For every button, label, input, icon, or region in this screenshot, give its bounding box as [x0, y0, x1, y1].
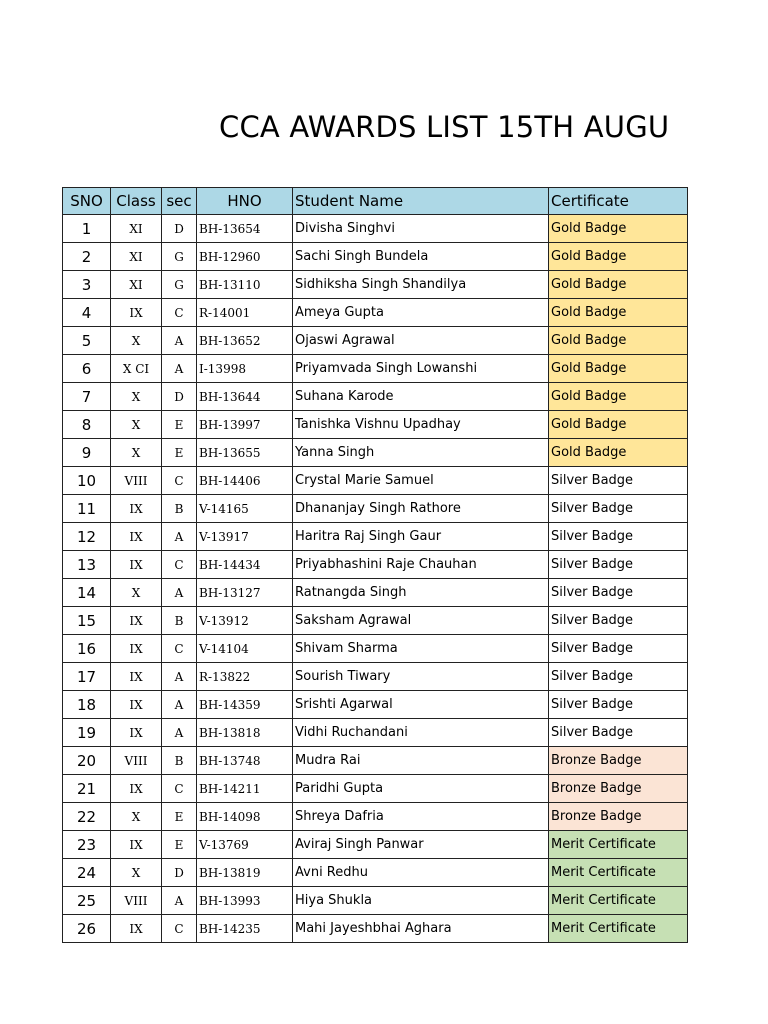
cell-hno: V-13917	[197, 523, 293, 551]
column-header-certificate: Certificate	[549, 188, 688, 215]
cell-hno: I-13998	[197, 355, 293, 383]
table-header-row	[63, 188, 688, 215]
cell-class: VIII	[111, 747, 162, 775]
table-row	[63, 803, 688, 831]
cell-sno: 25	[63, 887, 111, 915]
cell-class: XI	[111, 215, 162, 243]
cell-sec: A	[162, 691, 197, 719]
cell-hno: BH-13818	[197, 719, 293, 747]
cell-student-name: Ameya Gupta	[293, 299, 549, 327]
cell-class: VIII	[111, 887, 162, 915]
column-header-student-name: Student Name	[293, 188, 549, 215]
cell-sno: 19	[63, 719, 111, 747]
cell-sno: 13	[63, 551, 111, 579]
cell-sec: C	[162, 299, 197, 327]
cell-certificate: Merit Certificate	[549, 859, 688, 887]
cell-sec: C	[162, 551, 197, 579]
cell-certificate: Silver Badge	[549, 579, 688, 607]
table-row	[63, 775, 688, 803]
cell-class: IX	[111, 691, 162, 719]
cell-student-name: Yanna Singh	[293, 439, 549, 467]
cell-sno: 16	[63, 635, 111, 663]
cell-sec: E	[162, 439, 197, 467]
table-row	[63, 495, 688, 523]
cell-sec: D	[162, 383, 197, 411]
cell-sec: C	[162, 915, 197, 943]
cell-sno: 26	[63, 915, 111, 943]
cell-class: VIII	[111, 467, 162, 495]
cell-sno: 8	[63, 411, 111, 439]
cell-class: IX	[111, 635, 162, 663]
cell-student-name: Avni Redhu	[293, 859, 549, 887]
cell-certificate: Silver Badge	[549, 495, 688, 523]
cell-certificate: Silver Badge	[549, 523, 688, 551]
cell-certificate: Gold Badge	[549, 215, 688, 243]
cell-class: X	[111, 327, 162, 355]
cell-sno: 3	[63, 271, 111, 299]
cell-hno: BH-13993	[197, 887, 293, 915]
cell-certificate: Bronze Badge	[549, 747, 688, 775]
cell-hno: BH-13997	[197, 411, 293, 439]
cell-sno: 2	[63, 243, 111, 271]
cell-student-name: Tanishka Vishnu Upadhay	[293, 411, 549, 439]
cell-certificate: Silver Badge	[549, 467, 688, 495]
cell-certificate: Silver Badge	[549, 719, 688, 747]
cell-certificate: Silver Badge	[549, 635, 688, 663]
cell-hno: V-14165	[197, 495, 293, 523]
cell-sno: 21	[63, 775, 111, 803]
cell-certificate: Silver Badge	[549, 607, 688, 635]
cell-certificate: Silver Badge	[549, 663, 688, 691]
cell-sno: 6	[63, 355, 111, 383]
cell-sec: A	[162, 579, 197, 607]
cell-sno: 5	[63, 327, 111, 355]
cell-certificate: Bronze Badge	[549, 803, 688, 831]
column-header-class: Class	[111, 188, 162, 215]
table-row	[63, 887, 688, 915]
cell-student-name: Shreya Dafria	[293, 803, 549, 831]
cell-sno: 24	[63, 859, 111, 887]
cell-sec: A	[162, 327, 197, 355]
cell-class: IX	[111, 831, 162, 859]
table-row	[63, 551, 688, 579]
cell-hno: BH-14434	[197, 551, 293, 579]
cell-sec: E	[162, 411, 197, 439]
cell-hno: R-14001	[197, 299, 293, 327]
cell-sno: 1	[63, 215, 111, 243]
cell-hno: BH-13644	[197, 383, 293, 411]
cell-sno: 12	[63, 523, 111, 551]
cell-student-name: Sachi Singh Bundela	[293, 243, 549, 271]
cell-hno: V-13769	[197, 831, 293, 859]
column-header-sec: sec	[162, 188, 197, 215]
cell-hno: BH-14235	[197, 915, 293, 943]
cell-certificate: Gold Badge	[549, 355, 688, 383]
cell-sno: 23	[63, 831, 111, 859]
cell-sec: A	[162, 887, 197, 915]
cell-student-name: Mahi Jayeshbhai Aghara	[293, 915, 549, 943]
cell-sno: 17	[63, 663, 111, 691]
cell-class: XI	[111, 271, 162, 299]
cell-class: IX	[111, 551, 162, 579]
cell-class: X	[111, 579, 162, 607]
cell-hno: BH-14406	[197, 467, 293, 495]
cell-class: IX	[111, 775, 162, 803]
cell-student-name: Ratnangda Singh	[293, 579, 549, 607]
cell-student-name: Ojaswi Agrawal	[293, 327, 549, 355]
cell-sno: 11	[63, 495, 111, 523]
cell-sec: A	[162, 355, 197, 383]
cell-certificate: Gold Badge	[549, 327, 688, 355]
awards-table	[62, 187, 688, 943]
table-row	[63, 327, 688, 355]
cell-hno: BH-12960	[197, 243, 293, 271]
cell-sec: D	[162, 859, 197, 887]
cell-hno: BH-13655	[197, 439, 293, 467]
cell-certificate: Gold Badge	[549, 299, 688, 327]
cell-hno: V-14104	[197, 635, 293, 663]
cell-student-name: Hiya Shukla	[293, 887, 549, 915]
cell-sec: C	[162, 775, 197, 803]
cell-sno: 7	[63, 383, 111, 411]
table-row	[63, 607, 688, 635]
cell-sec: A	[162, 719, 197, 747]
cell-hno: BH-13127	[197, 579, 293, 607]
cell-student-name: Paridhi Gupta	[293, 775, 549, 803]
cell-class: IX	[111, 915, 162, 943]
table-row	[63, 523, 688, 551]
cell-certificate: Merit Certificate	[549, 831, 688, 859]
cell-hno: V-13912	[197, 607, 293, 635]
cell-hno: BH-13110	[197, 271, 293, 299]
cell-class: IX	[111, 607, 162, 635]
cell-sec: C	[162, 467, 197, 495]
cell-student-name: Haritra Raj Singh Gaur	[293, 523, 549, 551]
cell-hno: BH-14098	[197, 803, 293, 831]
table-row	[63, 663, 688, 691]
cell-hno: BH-14211	[197, 775, 293, 803]
table-row	[63, 355, 688, 383]
cell-sno: 15	[63, 607, 111, 635]
table-row	[63, 215, 688, 243]
cell-class: X CI	[111, 355, 162, 383]
cell-sec: A	[162, 523, 197, 551]
cell-sno: 4	[63, 299, 111, 327]
cell-student-name: Divisha Singhvi	[293, 215, 549, 243]
cell-student-name: Aviraj Singh Panwar	[293, 831, 549, 859]
table-row	[63, 243, 688, 271]
table-row	[63, 411, 688, 439]
page-title: CCA AWARDS LIST 15TH AUGU	[219, 110, 670, 144]
cell-class: X	[111, 383, 162, 411]
cell-hno: BH-13652	[197, 327, 293, 355]
cell-student-name: Priyabhashini Raje Chauhan	[293, 551, 549, 579]
cell-student-name: Suhana Karode	[293, 383, 549, 411]
cell-sec: C	[162, 635, 197, 663]
cell-student-name: Crystal Marie Samuel	[293, 467, 549, 495]
cell-class: IX	[111, 663, 162, 691]
cell-class: IX	[111, 523, 162, 551]
table-row	[63, 831, 688, 859]
cell-sec: G	[162, 271, 197, 299]
table-row	[63, 467, 688, 495]
cell-class: IX	[111, 495, 162, 523]
cell-sec: G	[162, 243, 197, 271]
column-header-sno: SNO	[63, 188, 111, 215]
cell-sno: 22	[63, 803, 111, 831]
cell-class: X	[111, 803, 162, 831]
cell-class: IX	[111, 719, 162, 747]
table-row	[63, 383, 688, 411]
cell-student-name: Srishti Agarwal	[293, 691, 549, 719]
cell-student-name: Priyamvada Singh Lowanshi	[293, 355, 549, 383]
table-row	[63, 579, 688, 607]
cell-certificate: Silver Badge	[549, 551, 688, 579]
cell-sno: 20	[63, 747, 111, 775]
cell-certificate: Merit Certificate	[549, 887, 688, 915]
cell-student-name: Saksham Agrawal	[293, 607, 549, 635]
cell-hno: R-13822	[197, 663, 293, 691]
column-header-hno: HNO	[197, 188, 293, 215]
cell-sec: A	[162, 663, 197, 691]
cell-sno: 14	[63, 579, 111, 607]
table-row	[63, 859, 688, 887]
cell-class: X	[111, 411, 162, 439]
cell-certificate: Gold Badge	[549, 383, 688, 411]
cell-hno: BH-13819	[197, 859, 293, 887]
cell-hno: BH-14359	[197, 691, 293, 719]
table-row	[63, 719, 688, 747]
cell-sec: B	[162, 747, 197, 775]
cell-certificate: Gold Badge	[549, 243, 688, 271]
cell-student-name: Shivam Sharma	[293, 635, 549, 663]
cell-certificate: Bronze Badge	[549, 775, 688, 803]
cell-sec: E	[162, 831, 197, 859]
cell-sno: 9	[63, 439, 111, 467]
cell-certificate: Gold Badge	[549, 439, 688, 467]
table-row	[63, 271, 688, 299]
cell-sno: 18	[63, 691, 111, 719]
cell-class: IX	[111, 299, 162, 327]
cell-hno: BH-13654	[197, 215, 293, 243]
table-row	[63, 747, 688, 775]
cell-student-name: Sidhiksha Singh Shandilya	[293, 271, 549, 299]
cell-class: XI	[111, 243, 162, 271]
table-row	[63, 439, 688, 467]
cell-student-name: Sourish Tiwary	[293, 663, 549, 691]
cell-student-name: Dhananjay Singh Rathore	[293, 495, 549, 523]
cell-certificate: Merit Certificate	[549, 915, 688, 943]
cell-sec: B	[162, 495, 197, 523]
table-row	[63, 635, 688, 663]
cell-sec: E	[162, 803, 197, 831]
table-row	[63, 691, 688, 719]
cell-student-name: Mudra Rai	[293, 747, 549, 775]
cell-hno: BH-13748	[197, 747, 293, 775]
cell-certificate: Gold Badge	[549, 271, 688, 299]
cell-sno: 10	[63, 467, 111, 495]
table-row	[63, 915, 688, 943]
cell-sec: B	[162, 607, 197, 635]
cell-sec: D	[162, 215, 197, 243]
cell-class: X	[111, 859, 162, 887]
cell-student-name: Vidhi Ruchandani	[293, 719, 549, 747]
cell-class: X	[111, 439, 162, 467]
cell-certificate: Silver Badge	[549, 691, 688, 719]
cell-certificate: Gold Badge	[549, 411, 688, 439]
table-row	[63, 299, 688, 327]
